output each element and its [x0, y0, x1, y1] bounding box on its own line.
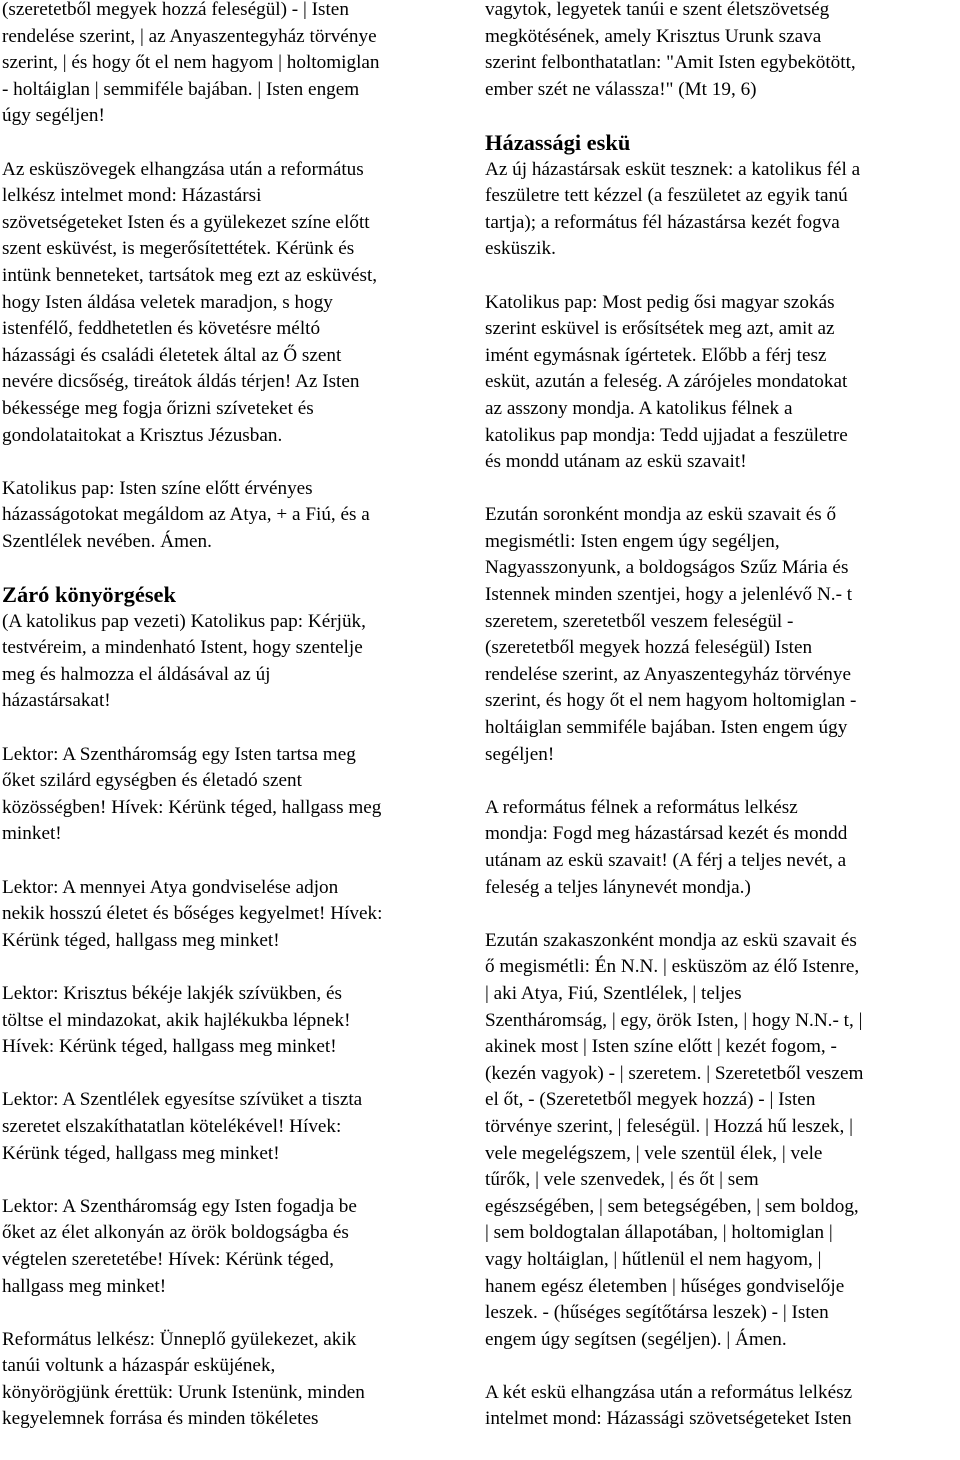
lector-petition-2: Lektor: A mennyei Atya gondviselése adjon nekik hosszú életet és bőséges kegyelmet! Hívek: Kérünk téged, hallgass meg minket!	[2, 876, 383, 951]
catholic-vow-text: Ezután soronként mondja az eskü szavait és ő megismétli: Isten engem úgy segéljen, Nagyasszonyunk, a boldogságos Szűz Mária és Istennek minden szentjei, hogy a jelenlévő N.- t szeretem, szeretetből veszem feleségül - (szeretetből megyek hozzá feleségül) Isten rendelése szerint, az Anyaszentegyház törvénye szerint, és hogy őt el nem hagyom holtomiglan - holtáiglan semmiféle bajában. Isten engem úgy segéljen!	[485, 504, 857, 765]
reformed-vow-text: Ezután szakaszonként mondja az eskü szavait és ő megismétli: Én N.N. | esküszöm az élő Istenre, | aki Atya, Fiú, Szentlélek, | teljes Szentháromság, | egy, örök Isten, | hogy N.N.- t, | akinek most | Isten színe előtt | kezét fogom, - (kezén vagyok) - | szeretem. | Szeretetből veszem el őt, - (Szeretetből megyek hozzá) - | Isten törvénye szerint, | feleségül. | Hozzá hű leszek, | vele megelégszem, | vele szentül élek, | vele tűrők, | vele szenvedek, | és őt | sem egészségében, | sem betegségében, | sem boldog, | sem boldogtalan állapotában, | holtomiglan | vagy holtáiglan, | hűtlenül el nem hagyom, | hanem egész életemben | hűséges gondviselője leszek. - (hűséges segítőtársa leszek) - | Isten engem úgy segítsen (segéljen). | Ámen.	[485, 929, 864, 1350]
witnesses-text: vagytok, legyetek tanúi e szent életszövetség megkötésének, amely Krisztus Urunk szava szerint felbonthatatlan: "Amit Isten egybekötött, ember szét ne válassza!" (Mt 19, 6)	[485, 0, 856, 100]
reformed-pastor-prayer: Református lelkész: Ünneplő gyülekezet, akik tanúi voltunk a házaspár esküjének, könyörögjünk érettük: Urunk Istenünk, minden kegyelemnek forrása és minden tökéletes	[2, 1328, 365, 1430]
lector-petition-3: Lektor: Krisztus békéje lakjék szívükben, és töltse el mindazokat, akik hajlékukba lépnek! Hívek: Kérünk téged, hallgass meg minket!	[2, 982, 351, 1058]
reformed-pastor-admonition-start: A két eskü elhangzása után a református lelkész intelmet mond: Házassági szövetségeteket Isten	[485, 1381, 853, 1430]
vow-text-continuation: (szeretetből megyek hozzá feleségül) - | Isten rendelése szerint, | az Anyaszentegyház törvénye szerint, | és hogy őt el nem hagyom | holtomiglan - holtáiglan | semmiféle bajában. | Isten engem úgy segéljen!	[2, 0, 380, 127]
right-column	[485, 0, 955, 1460]
left-column	[2, 0, 478, 1460]
section-heading-closing-prayers: Záró könyörgések	[2, 582, 177, 608]
lector-petition-4: Lektor: A Szentlélek egyesítse szívüket a tiszta szeretet elszakíthatatlan kötelékével! Hívek: Kérünk téged, hallgass meg minket!	[2, 1089, 363, 1164]
reformed-vow-instruction: A református félnek a református lelkész mondja: Fogd meg házastársad kezét és mondd utánam az eskü szavait! (A férj a teljes nevét, a feleség a teljes lánynevét mondja.)	[485, 796, 848, 898]
lector-petition-5: Lektor: A Szentháromság egy Isten fogadja be őket az élet alkonyán az örök boldogságba és végtelen szeretetébe! Hívek: Kérünk téged, hallgass meg minket!	[2, 1195, 357, 1297]
closing-prayers-intro: (A katolikus pap vezeti) Katolikus pap: Kérjük, testvéreim, a mindenható Istent, hogy szentelje meg és halmozza el áldásával az új házastársakat!	[2, 610, 366, 712]
lector-petition-1: Lektor: A Szentháromság egy Isten tartsa meg őket szilárd egységben és életadó szent közösségben! Hívek: Kérünk téged, hallgass meg minket!	[2, 743, 382, 845]
section-heading-marriage-vow: Házassági eskü	[485, 129, 631, 155]
reformed-pastor-admonition: Az esküszövegek elhangzása után a református lelkész intelmet mond: Házastársi szövetségeteket Isten és a gyülekezet színe előtt szent esküvést, is megerősítettétek. Kérünk és intünk benneteket, tartsátok meg ezt az esküvést, hogy Isten áldása veletek maradjon, s hogy istenfélő, feddhetetlen és követésre méltó házassági és családi életetek által az Ő szent nevére dicsőség, tireátok áldás térjen! Az Isten békessége meg fogja őrizni szíveteket és gondolataitokat a Krisztus Jézusban.	[2, 158, 378, 446]
catholic-priest-vow-intro: Katolikus pap: Most pedig ősi magyar szokás szerint esküvel is erősítsétek meg azt, amit az imént egymásnak ígértetek. Előbb a férj tesz esküt, azután a feleség. A zárójeles mondatokat az asszony mondja. A katolikus félnek a katolikus pap mondja: Tedd ujjadat a feszületre és mondd utánam az eskü szavait!	[485, 291, 848, 473]
catholic-priest-blessing: Katolikus pap: Isten színe előtt érvényes házasságotokat megáldom az Atya, + a Fiú, és a Szentlélek nevében. Ámen.	[2, 477, 370, 552]
vow-instructions: Az új házastársak esküt tesznek: a katolikus fél a feszületre tett kézzel (a feszületet az egyik tanú tartja); a református fél házastársa kezét fogva esküszik.	[485, 158, 861, 260]
